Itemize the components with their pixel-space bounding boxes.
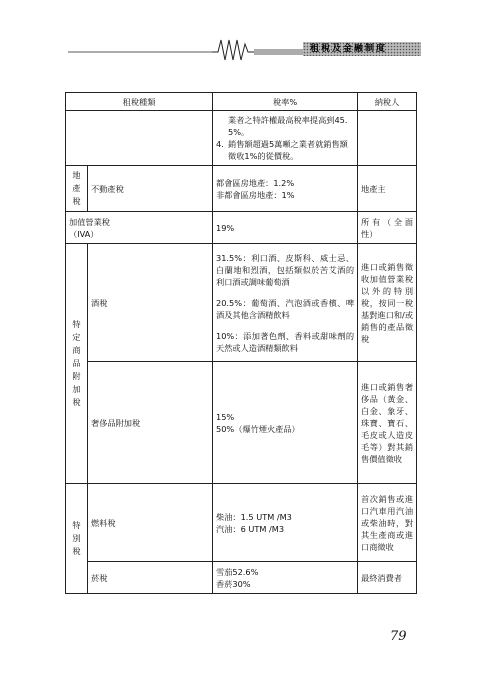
fuel-tax-payer: 首次銷售或進口汽車用汽油或柴油時，對其生產商或進口商徵收 bbox=[358, 484, 417, 562]
liquor-tax-name: 酒稅 bbox=[88, 244, 213, 362]
property-group-label: 地 產 稅 bbox=[66, 166, 88, 212]
tax-table bbox=[65, 92, 417, 594]
fuel-tax-name: 燃料稅 bbox=[88, 484, 213, 562]
table-row bbox=[66, 212, 417, 244]
tobacco-tax-payer: 最終消費者 bbox=[358, 562, 417, 594]
col-header-payer: 納稅人 bbox=[358, 93, 417, 111]
special-group-label: 特 別 稅 bbox=[66, 484, 88, 594]
tobacco-tax-name: 菸稅 bbox=[88, 562, 213, 594]
table-row bbox=[66, 484, 417, 562]
specific-group-label: 特 定 商 品 附 加 稅 bbox=[66, 244, 88, 484]
continued-rate-line: 業者之特許權最高稅率提高到45.5%。 bbox=[228, 115, 348, 137]
luxury-tax-rate: 15% 50%（爆竹煙火產品） bbox=[213, 362, 358, 484]
tobacco-tax-rate: 雪茄52.6% 香菸30% bbox=[213, 562, 358, 594]
table-row bbox=[66, 244, 417, 362]
vat-rate: 19% bbox=[213, 212, 358, 244]
vat-payer: 所有（全面性） bbox=[358, 212, 417, 244]
continued-rate-number: 4. bbox=[216, 139, 224, 149]
table-row bbox=[66, 362, 417, 484]
header-ornament bbox=[0, 0, 480, 70]
luxury-tax-payer: 進口或銷售奢侈品（黃金、白金、象牙、珠寶、寶石、毛皮或人造皮毛等）對其銷售價值徵收 bbox=[358, 362, 417, 484]
fuel-tax-rate: 柴油：1.5 UTM /M3 汽油：6 UTM /M3 bbox=[213, 484, 358, 562]
continued-name-cell bbox=[66, 111, 213, 166]
continued-rate-text: 銷售額超過5萬噸之業者就銷售額徵收1%的從價稅。 bbox=[228, 139, 348, 161]
header-title: 租稅及金融制度 bbox=[310, 44, 388, 54]
col-header-rate: 稅率% bbox=[213, 93, 358, 111]
property-tax-rate: 都會區房地產：1.2% 非都會區房地產：1% bbox=[213, 166, 358, 212]
vat-name: 加值營業稅 （IVA） bbox=[66, 212, 213, 244]
page-header bbox=[0, 0, 480, 70]
luxury-tax-name: 奢侈品附加稅 bbox=[88, 362, 213, 484]
table-row bbox=[66, 166, 417, 212]
property-tax-payer: 地產主 bbox=[358, 166, 417, 212]
liquor-tax-rate: 31.5%：利口酒、皮斯科、威士忌、白蘭地和烈酒，包括類似於苦艾酒的利口酒或調味葡萄酒 20.5%：葡萄酒、汽泡酒或香檳、啤酒及其他含酒精飲料 10%：添加著色劑、香料或甜味劑的天然或人造酒精類飲料 bbox=[213, 244, 358, 362]
table-row bbox=[66, 111, 417, 166]
col-header-tax-type: 租稅種類 bbox=[66, 93, 213, 111]
page-number: 79 bbox=[390, 629, 407, 644]
continued-payer-cell bbox=[358, 111, 417, 166]
table-row bbox=[66, 562, 417, 594]
liquor-tax-payer: 進口或銷售徵收加值營業稅以外的特別稅，按同一稅基對進口和/或銷售的產品徵稅 bbox=[358, 244, 417, 362]
continued-rate-cell bbox=[213, 111, 358, 166]
continued-rate-item bbox=[216, 138, 354, 162]
table-header-row bbox=[66, 93, 417, 111]
property-tax-name: 不動產稅 bbox=[88, 166, 213, 212]
